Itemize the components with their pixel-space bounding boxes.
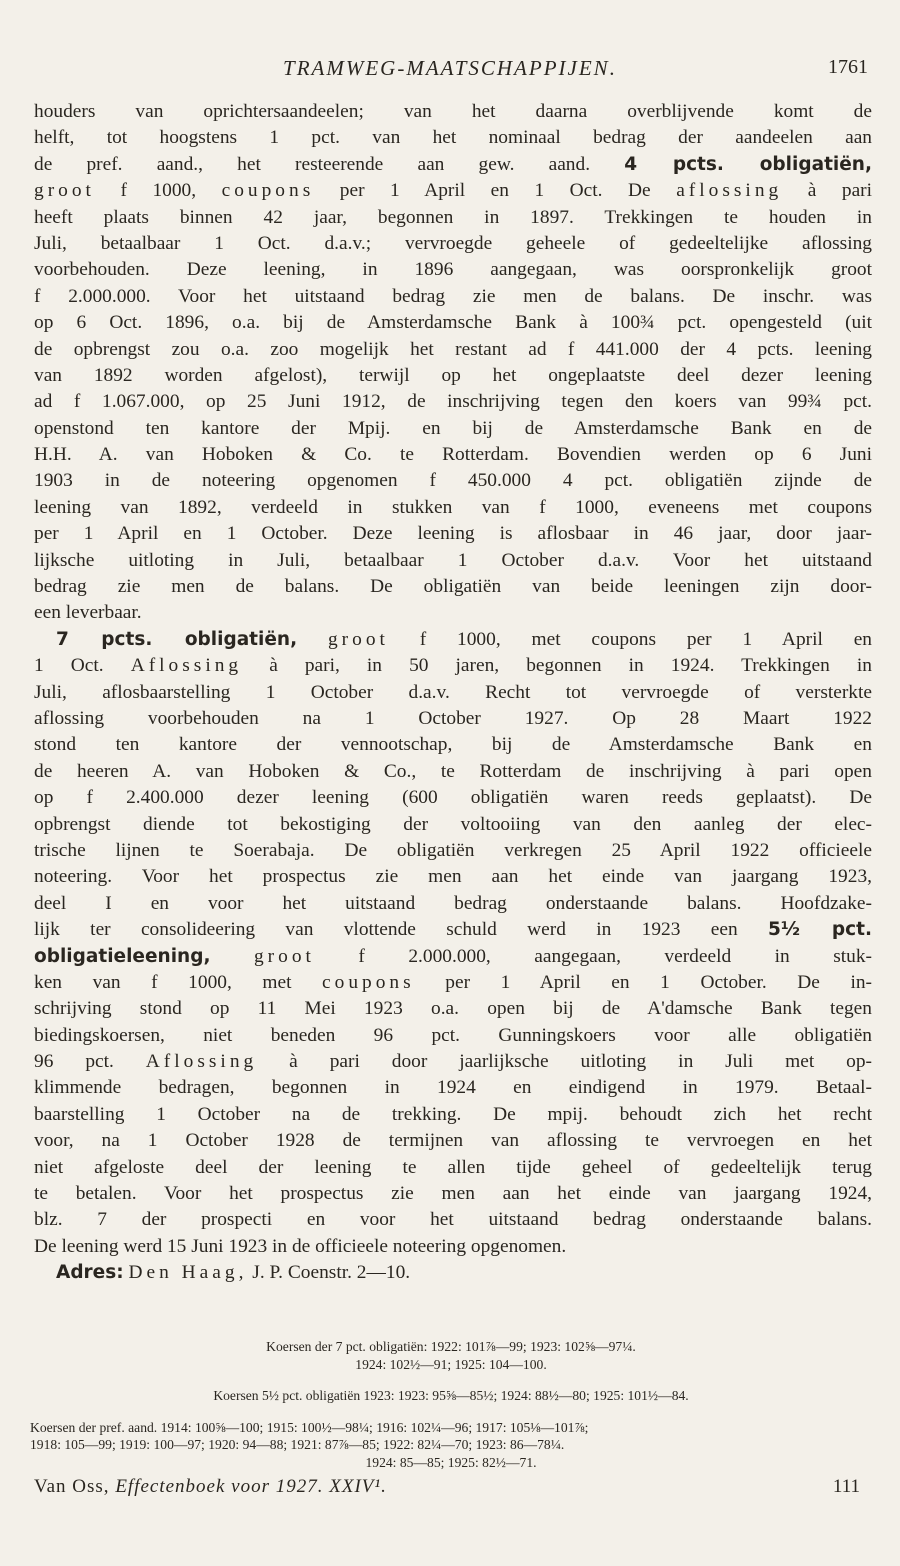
text-line: 1 Oct. Aflossing à pari, in 50 jaren, begonnen in 1924. Trekkingen in [34,655,872,677]
address-line: Adres: Den Haag, J. P. Coenstr. 2—10. [56,1262,411,1284]
text-line: de opbrengst zou o.a. zoo mogelijk het restant ad f 441.000 der 4 pcts. leening [34,338,872,360]
text-line: obligatieleening, groot f 2.000.000, aangegaan, verdeeld in stuk- [34,945,872,967]
text-line: aflossing voorbehouden na 1 October 1927. Op 28 Maart 1922 [34,707,872,729]
quote-block-pref [30,1419,872,1472]
text-line: stond ten kantore der vennootschap, bij de Amsterdamsche Bank en [34,734,872,756]
text-line: ad f 1.067.000, op 25 Juni 1912, de inschrijving tegen den koers van 99¾ pct. [34,391,872,413]
text-line: groot f 1000, coupons per 1 April en 1 Oct. De aflossing à pari [34,180,872,202]
text-line: helft, tot hoogstens 1 pct. van het nominaal bedrag der aandeelen aan [34,127,872,149]
quote-block-7pct [30,1338,872,1373]
quote-line: 1924: 85—85; 1925: 82½—71. [365,1454,537,1470]
text-line: Juli, aflosbaarstelling 1 October d.a.v. Recht tot vervroegde of versterkte [34,681,872,703]
text-line: niet afgeloste deel der leening te allen tijde geheel of gedeeltelijk terug [34,1156,872,1178]
quote-line: 1924: 102½—91; 1925: 104—100. [355,1356,547,1372]
text-line: ken van f 1000, met coupons per 1 April en 1 October. De in- [34,971,872,993]
text-line: 96 pct. Aflossing à pari door jaarlijksche uitloting in Juli met op- [34,1051,872,1073]
text-line: heeft plaats binnen 42 jaar, begonnen in 1897. Trekkingen te houden in [34,206,872,228]
body-text [34,99,872,1287]
text-line: per 1 April en 1 October. Deze leening is aflosbaar in 46 jaar, door jaar- [34,523,872,545]
text-line: houders van oprichtersaandeelen; van het daarna overblijvende komt de [34,101,872,122]
text-line: f 2.000.000. Voor het uitstaand bedrag zie men de balans. De inschr. was [34,285,872,307]
text-line: Juli, betaalbaar 1 Oct. d.a.v.; vervroegde geheele of gedeeltelijke aflossing [34,232,872,254]
text-line: een leverbaar. [34,602,142,624]
text-line: openstond ten kantore der Mpij. en bij de Amsterdamsche Bank en de [34,417,872,439]
text-line: baarstelling 1 October na de trekking. De mpij. behoudt zich het recht [34,1103,872,1125]
text-line: H.H. A. van Hoboken & Co. te Rotterdam. Bovendien werden op 6 Juni [34,444,872,466]
footer-page-ref: 111 [832,1476,860,1497]
bond-heading: 5½ pct. [767,919,872,941]
text-line: blz. 7 der prospecti en voor het uitstaand bedrag onderstaande balans. [34,1209,872,1231]
text-line: 1903 in de noteering opgenomen f 450.000 4 pct. obligatiën zijnde de [34,470,872,492]
quote-line: 1918: 105—99; 1919: 100—97; 1920: 94—88; 1921: 87⅞—85; 1922: 82¼—70; 1923: 86—78¼. [30,1437,565,1452]
page-number: 1761 [828,56,868,78]
text-line: de pref. aand., het resteerende aan gew. aand. 4 pcts. obligatiën, [34,153,872,175]
quote-block-5half-pct [30,1387,872,1405]
text-line: schrijving stond op 11 Mei 1923 o.a. open bij de A'damsche Bank tegen [34,998,872,1020]
text-line: biedingskoersen, niet beneden 96 pct. Gunningskoers voor alle obligatiën [34,1024,872,1046]
price-quotes [30,1338,872,1485]
quote-line: Koersen 5½ pct. obligatiën 1923: 1923: 95⅝—85½; 1924: 88½—80; 1925: 101½—84. [213,1388,689,1403]
text-line: leening van 1892, verdeeld in stukken van f 1000, eveneens met coupons [34,496,872,518]
text-line: op 6 Oct. 1896, o.a. bij de Amsterdamsche Bank à 100¾ pct. opengesteld (uit [34,312,872,334]
bond-heading: obligatieleening, [34,945,211,967]
text-line: klimmende bedragen, begonnen in 1924 en eindigend in 1979. Betaal- [34,1077,872,1099]
page-header [30,56,870,90]
text-line: bedrag zie men de balans. De obligatiën van beide leeningen zijn door- [34,576,872,598]
bond-heading: 7 pcts. obligatiën, [56,628,298,650]
text-line: deel I en voor het uitstaand bedrag onderstaande balans. Hoofdzake- [34,892,872,914]
running-title: TRAMWEG-MAATSCHAPPIJEN. [283,56,617,80]
bond-heading: 4 pcts. obligatiën, [624,153,872,175]
text-line: de heeren A. van Hoboken & Co., te Rotterdam de inschrijving à pari open [34,760,872,782]
text-line: voorbehouden. Deze leening, in 1896 aangegaan, was oorspronkelijk groot [34,259,872,281]
text-line: 7 pcts. obligatiën, groot f 1000, met coupons per 1 April en [56,628,872,650]
text-line: op f 2.400.000 dezer leening (600 obligatiën waren reeds geplaatst). De [34,787,872,809]
text-line: De leening werd 15 Juni 1923 in de officieele noteering opgenomen. [34,1235,567,1257]
address-label: Adres: [56,1262,124,1284]
text-line: noteering. Voor het prospectus zie men aan het einde van jaargang 1923, [34,866,872,888]
text-line: trische lijnen te Soerabaja. De obligatiën verkregen 25 April 1922 officieele [34,839,872,861]
page-footer [34,1476,860,1506]
quote-line: Koersen der 7 pct. obligatiën: 1922: 101⅞—99; 1923: 102⅝—97¼. [266,1339,636,1354]
text-line: lijksche uitloting in Juli, betaalbaar 1 October d.a.v. Voor het uitstaand [34,549,872,571]
text-line: voor, na 1 October 1928 de termijnen van aflossing te vervroegen en het [34,1130,872,1152]
text-line: te betalen. Voor het prospectus zie men aan het einde van jaargang 1924, [34,1183,872,1205]
quote-line: Koersen der pref. aand. 1914: 100⅝—100; 1915: 100½—98¼; 1916: 102¼—96; 1917: 105⅛—101⅞; [30,1419,589,1435]
footer-citation: Van Oss, Effectenboek voor 1927. XXIV¹. [34,1476,387,1497]
text-line: van 1892 worden afgelost), terwijl op het ongeplaatste deel dezer leening [34,364,872,386]
text-line: lijk ter consolideering van vlottende schuld werd in 1923 een 5½ pct. [34,919,872,941]
text-line: opbrengst diende tot bekostiging der voltooiing van den aanleg der elec- [34,813,872,835]
